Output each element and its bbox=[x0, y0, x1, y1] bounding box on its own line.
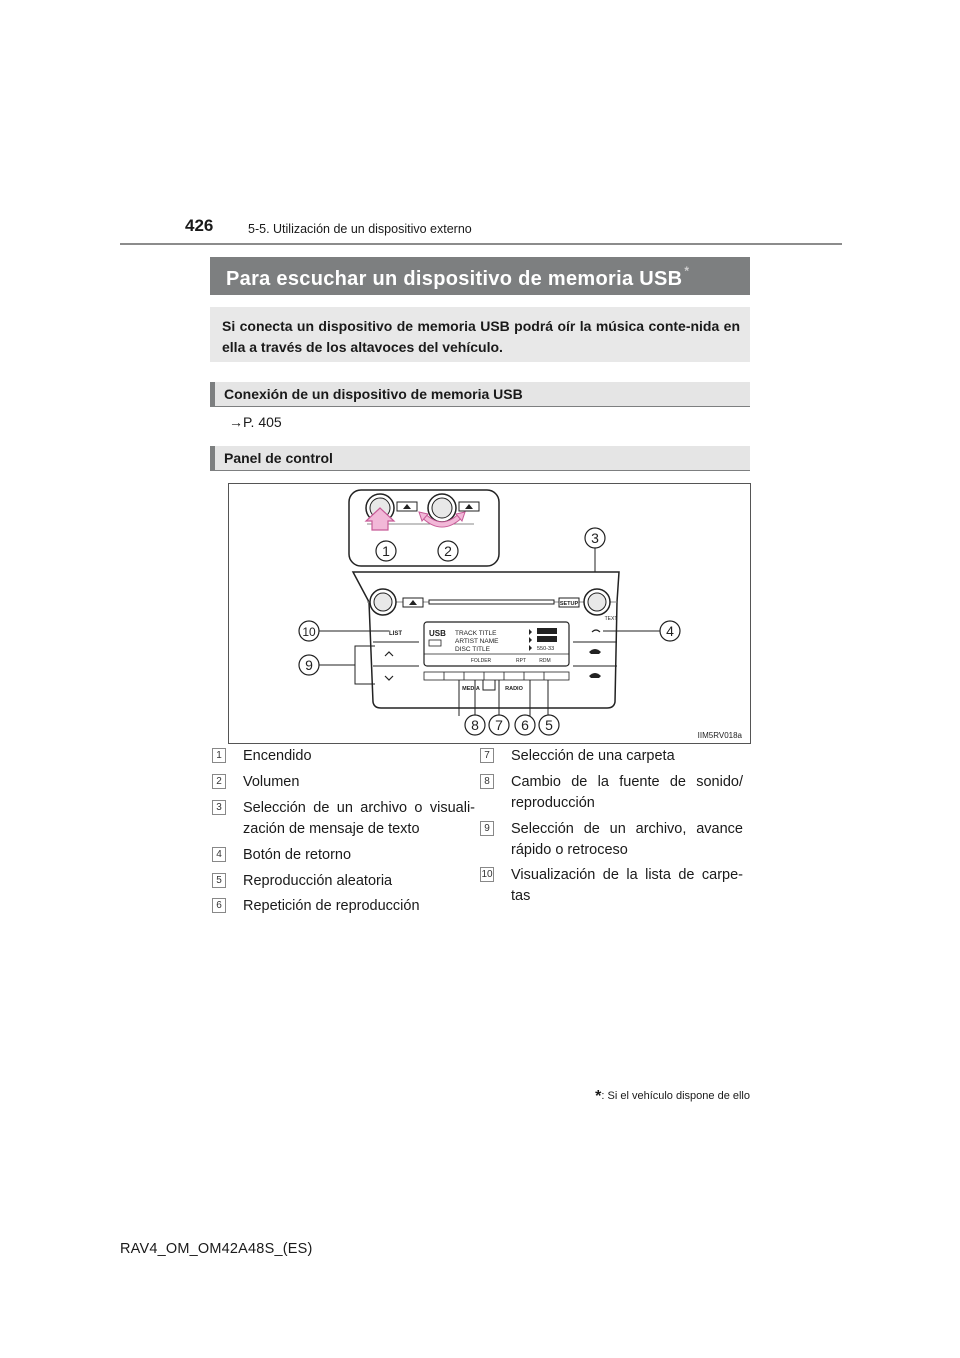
display-folder-label: FOLDER bbox=[470, 658, 492, 664]
footnote-asterisk: * bbox=[595, 1088, 602, 1105]
callout-9-label: 9 bbox=[305, 657, 313, 673]
display-artist-name: ARTIST NAME bbox=[455, 638, 499, 645]
callout-1 bbox=[376, 541, 396, 561]
subheading-panel bbox=[210, 446, 750, 471]
page-title-text: Para escuchar un dispositivo de memoria USB bbox=[226, 268, 683, 290]
media-button-label: MEDIA bbox=[462, 686, 480, 692]
callout-7-label: 7 bbox=[495, 717, 503, 733]
footnote-text: : Si el vehículo dispone de ello bbox=[601, 1090, 750, 1102]
item-number: 4 bbox=[212, 847, 226, 862]
item-number: 8 bbox=[480, 774, 494, 789]
figure-code: IIM5RV018a bbox=[697, 731, 742, 740]
title-bar bbox=[210, 257, 750, 295]
item-number: 7 bbox=[480, 748, 494, 763]
control-panel-figure bbox=[228, 483, 751, 744]
control-panel-illustration bbox=[229, 484, 750, 743]
display-usb-label: USB bbox=[429, 629, 446, 638]
display-track-title: TRACK TITLE bbox=[455, 630, 497, 637]
page-number: 426 bbox=[185, 216, 214, 235]
list-button-label: LIST bbox=[389, 631, 402, 637]
document-code: RAV4_OM_OM42A48S_(ES) bbox=[120, 1241, 313, 1257]
item-text: Reproducción aleatoria bbox=[243, 873, 393, 889]
item-number: 9 bbox=[480, 821, 494, 836]
item-number: 10 bbox=[481, 869, 493, 880]
callout-5-label: 5 bbox=[545, 717, 553, 733]
item-text: Encendido bbox=[243, 748, 312, 764]
callout-3-label: 3 bbox=[591, 530, 599, 546]
display-disc-title: DISC TITLE bbox=[455, 646, 490, 653]
item-text: Cambio de la fuente de sonido/ reproducción bbox=[511, 774, 743, 811]
footnote bbox=[520, 1088, 750, 1106]
radio-button-label: RADIO bbox=[505, 686, 523, 692]
item-number: 2 bbox=[212, 774, 226, 789]
setup-button-label: SETUP bbox=[559, 601, 579, 607]
callout-2-label: 2 bbox=[444, 543, 452, 559]
item-number: 3 bbox=[212, 800, 226, 815]
callout-1-label: 1 bbox=[382, 543, 390, 559]
text-button-label: TEXT bbox=[604, 616, 618, 622]
header-rule bbox=[120, 243, 842, 245]
callout-2 bbox=[438, 541, 458, 561]
item-text: Visualización de la lista de carpe-tas bbox=[511, 867, 743, 904]
item-number: 5 bbox=[212, 873, 226, 888]
subheading-connection-text: Conexión de un dispositivo de memoria USB bbox=[224, 386, 523, 402]
page-reference: →P. 405 bbox=[229, 414, 282, 430]
item-text: Selección de un archivo, avance rápido o retroceso bbox=[511, 821, 743, 858]
item-text: Selección de un archivo o visuali-zación de mensaje de texto bbox=[243, 800, 475, 837]
display-rpt-label: RPT bbox=[516, 658, 526, 664]
display-time: 550-33 bbox=[537, 646, 555, 652]
callout-8-label: 8 bbox=[471, 717, 479, 733]
callout-4-label: 4 bbox=[666, 623, 674, 639]
head-unit bbox=[353, 572, 619, 708]
item-text: Volumen bbox=[243, 774, 300, 790]
section-label: 5-5. Utilización de un dispositivo externo bbox=[248, 222, 472, 236]
subheading-connection bbox=[210, 382, 750, 407]
callout-9 bbox=[299, 646, 375, 684]
item-number: 6 bbox=[212, 898, 226, 913]
item-text: Repetición de reproducción bbox=[243, 898, 420, 914]
subheading-panel-text: Panel de control bbox=[224, 450, 333, 466]
title-asterisk: * bbox=[684, 264, 690, 278]
page-title bbox=[226, 264, 689, 291]
subheading-bar bbox=[210, 446, 215, 470]
display-rdm-label: RDM bbox=[539, 658, 551, 664]
callout-10-label: 10 bbox=[302, 625, 316, 639]
subheading-bar bbox=[210, 382, 215, 406]
item-text: Selección de una carpeta bbox=[511, 748, 675, 764]
intro-box bbox=[210, 307, 750, 362]
item-number: 1 bbox=[212, 748, 226, 763]
intro-text: Si conecta un dispositivo de memoria USB podrá oír la música conte-nida en ella a través de los altavoces del vehículo. bbox=[222, 318, 740, 355]
callout-6-label: 6 bbox=[521, 717, 529, 733]
knob-inset bbox=[349, 490, 499, 566]
item-text: Botón de retorno bbox=[243, 847, 352, 863]
